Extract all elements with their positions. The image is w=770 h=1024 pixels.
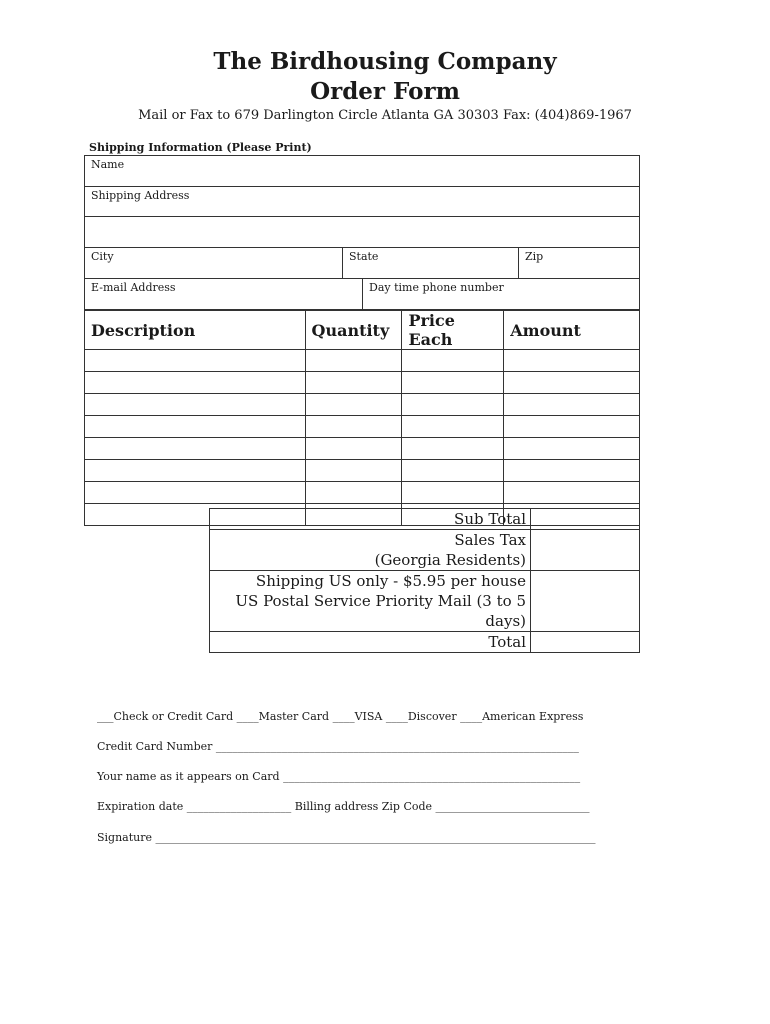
description-cell[interactable] bbox=[85, 482, 306, 504]
name-on-card-line[interactable]: Your name as it appears on Card ______________________________________________________ bbox=[97, 770, 581, 783]
description-cell[interactable] bbox=[85, 438, 306, 460]
expiration-zip-line[interactable]: Expiration date ___________________ Billing address Zip Code ____________________________ bbox=[97, 800, 590, 813]
description-cell[interactable] bbox=[85, 460, 306, 482]
company-title: The Birdhousing Company bbox=[213, 48, 557, 75]
shipping-address-line2-field[interactable] bbox=[84, 216, 640, 248]
shipping-address-field[interactable] bbox=[84, 186, 640, 217]
description-cell[interactable] bbox=[85, 350, 306, 372]
payment-methods-line[interactable]: ___Check or Credit Card ____Master Card ____VISA ____Discover ____American Express bbox=[97, 710, 584, 723]
sales-tax-value[interactable] bbox=[531, 530, 640, 571]
description-cell[interactable] bbox=[85, 372, 306, 394]
zip-label: Zip bbox=[525, 250, 544, 263]
city-label: City bbox=[91, 250, 114, 263]
state-field[interactable] bbox=[342, 247, 519, 279]
amount-cell[interactable] bbox=[504, 482, 640, 504]
table-header-row bbox=[85, 311, 640, 350]
description-cell[interactable] bbox=[85, 416, 306, 438]
amount-cell[interactable] bbox=[504, 460, 640, 482]
shipping-row bbox=[210, 571, 640, 632]
table-row bbox=[85, 482, 640, 504]
zip-field[interactable] bbox=[518, 247, 640, 279]
quantity-cell[interactable] bbox=[305, 460, 402, 482]
price-cell[interactable] bbox=[402, 438, 504, 460]
description-cell[interactable] bbox=[85, 394, 306, 416]
amount-header: Amount bbox=[504, 311, 640, 350]
total-value[interactable] bbox=[531, 632, 640, 653]
quantity-cell[interactable] bbox=[305, 438, 402, 460]
table-row bbox=[85, 460, 640, 482]
table-row bbox=[85, 438, 640, 460]
name-field[interactable] bbox=[84, 155, 640, 187]
phone-field[interactable] bbox=[362, 278, 640, 310]
mail-fax-line: Mail or Fax to 679 Darlington Circle Atlanta GA 30303 Fax: (404)869-1967 bbox=[138, 108, 632, 123]
subtotal-row bbox=[210, 509, 640, 530]
description-header: Description bbox=[85, 311, 306, 350]
table-row bbox=[85, 394, 640, 416]
shipping-address-label: Shipping Address bbox=[91, 189, 190, 202]
shipping-rate-text: Shipping US only - $5.95 per house bbox=[255, 572, 526, 590]
totals-table bbox=[209, 508, 640, 653]
sales-tax-label bbox=[210, 530, 531, 571]
postal-service-text: US Postal Service Priority Mail (3 to 5 days) bbox=[235, 592, 526, 630]
price-cell[interactable] bbox=[402, 394, 504, 416]
table-row bbox=[85, 416, 640, 438]
order-items-table bbox=[84, 310, 640, 526]
amount-cell[interactable] bbox=[504, 394, 640, 416]
form-title: Order Form bbox=[310, 78, 460, 105]
quantity-cell[interactable] bbox=[305, 482, 402, 504]
amount-cell[interactable] bbox=[504, 372, 640, 394]
email-label: E-mail Address bbox=[91, 281, 176, 294]
state-label: State bbox=[349, 250, 379, 263]
sales-tax-text: Sales Tax bbox=[454, 531, 526, 549]
price-cell[interactable] bbox=[402, 482, 504, 504]
total-row bbox=[210, 632, 640, 653]
shipping-label bbox=[210, 571, 531, 632]
price-cell[interactable] bbox=[402, 460, 504, 482]
email-field[interactable] bbox=[84, 278, 363, 310]
quantity-cell[interactable] bbox=[305, 350, 402, 372]
amount-cell[interactable] bbox=[504, 438, 640, 460]
amount-cell[interactable] bbox=[504, 350, 640, 372]
signature-line[interactable]: Signature ________________________________________________________________________________ bbox=[97, 831, 596, 844]
quantity-cell[interactable] bbox=[305, 372, 402, 394]
phone-label: Day time phone number bbox=[369, 281, 504, 294]
price-cell[interactable] bbox=[402, 416, 504, 438]
total-label: Total bbox=[210, 632, 531, 653]
table-row bbox=[85, 372, 640, 394]
quantity-cell[interactable] bbox=[305, 394, 402, 416]
shipping-section-label: Shipping Information (Please Print) bbox=[89, 141, 312, 154]
subtotal-value[interactable] bbox=[531, 509, 640, 530]
price-cell[interactable] bbox=[402, 372, 504, 394]
credit-card-number-line[interactable]: Credit Card Number __________________________________________________________________ bbox=[97, 740, 579, 753]
name-label: Name bbox=[91, 158, 125, 171]
sales-tax-row bbox=[210, 530, 640, 571]
shipping-value[interactable] bbox=[531, 571, 640, 632]
city-field[interactable] bbox=[84, 247, 343, 279]
price-cell[interactable] bbox=[402, 350, 504, 372]
quantity-header: Quantity bbox=[305, 311, 402, 350]
amount-cell[interactable] bbox=[504, 416, 640, 438]
table-row bbox=[85, 350, 640, 372]
quantity-cell[interactable] bbox=[305, 416, 402, 438]
subtotal-label: Sub Total bbox=[210, 509, 531, 530]
price-each-header: Price Each bbox=[402, 311, 504, 350]
georgia-residents-text: (Georgia Residents) bbox=[374, 551, 526, 569]
